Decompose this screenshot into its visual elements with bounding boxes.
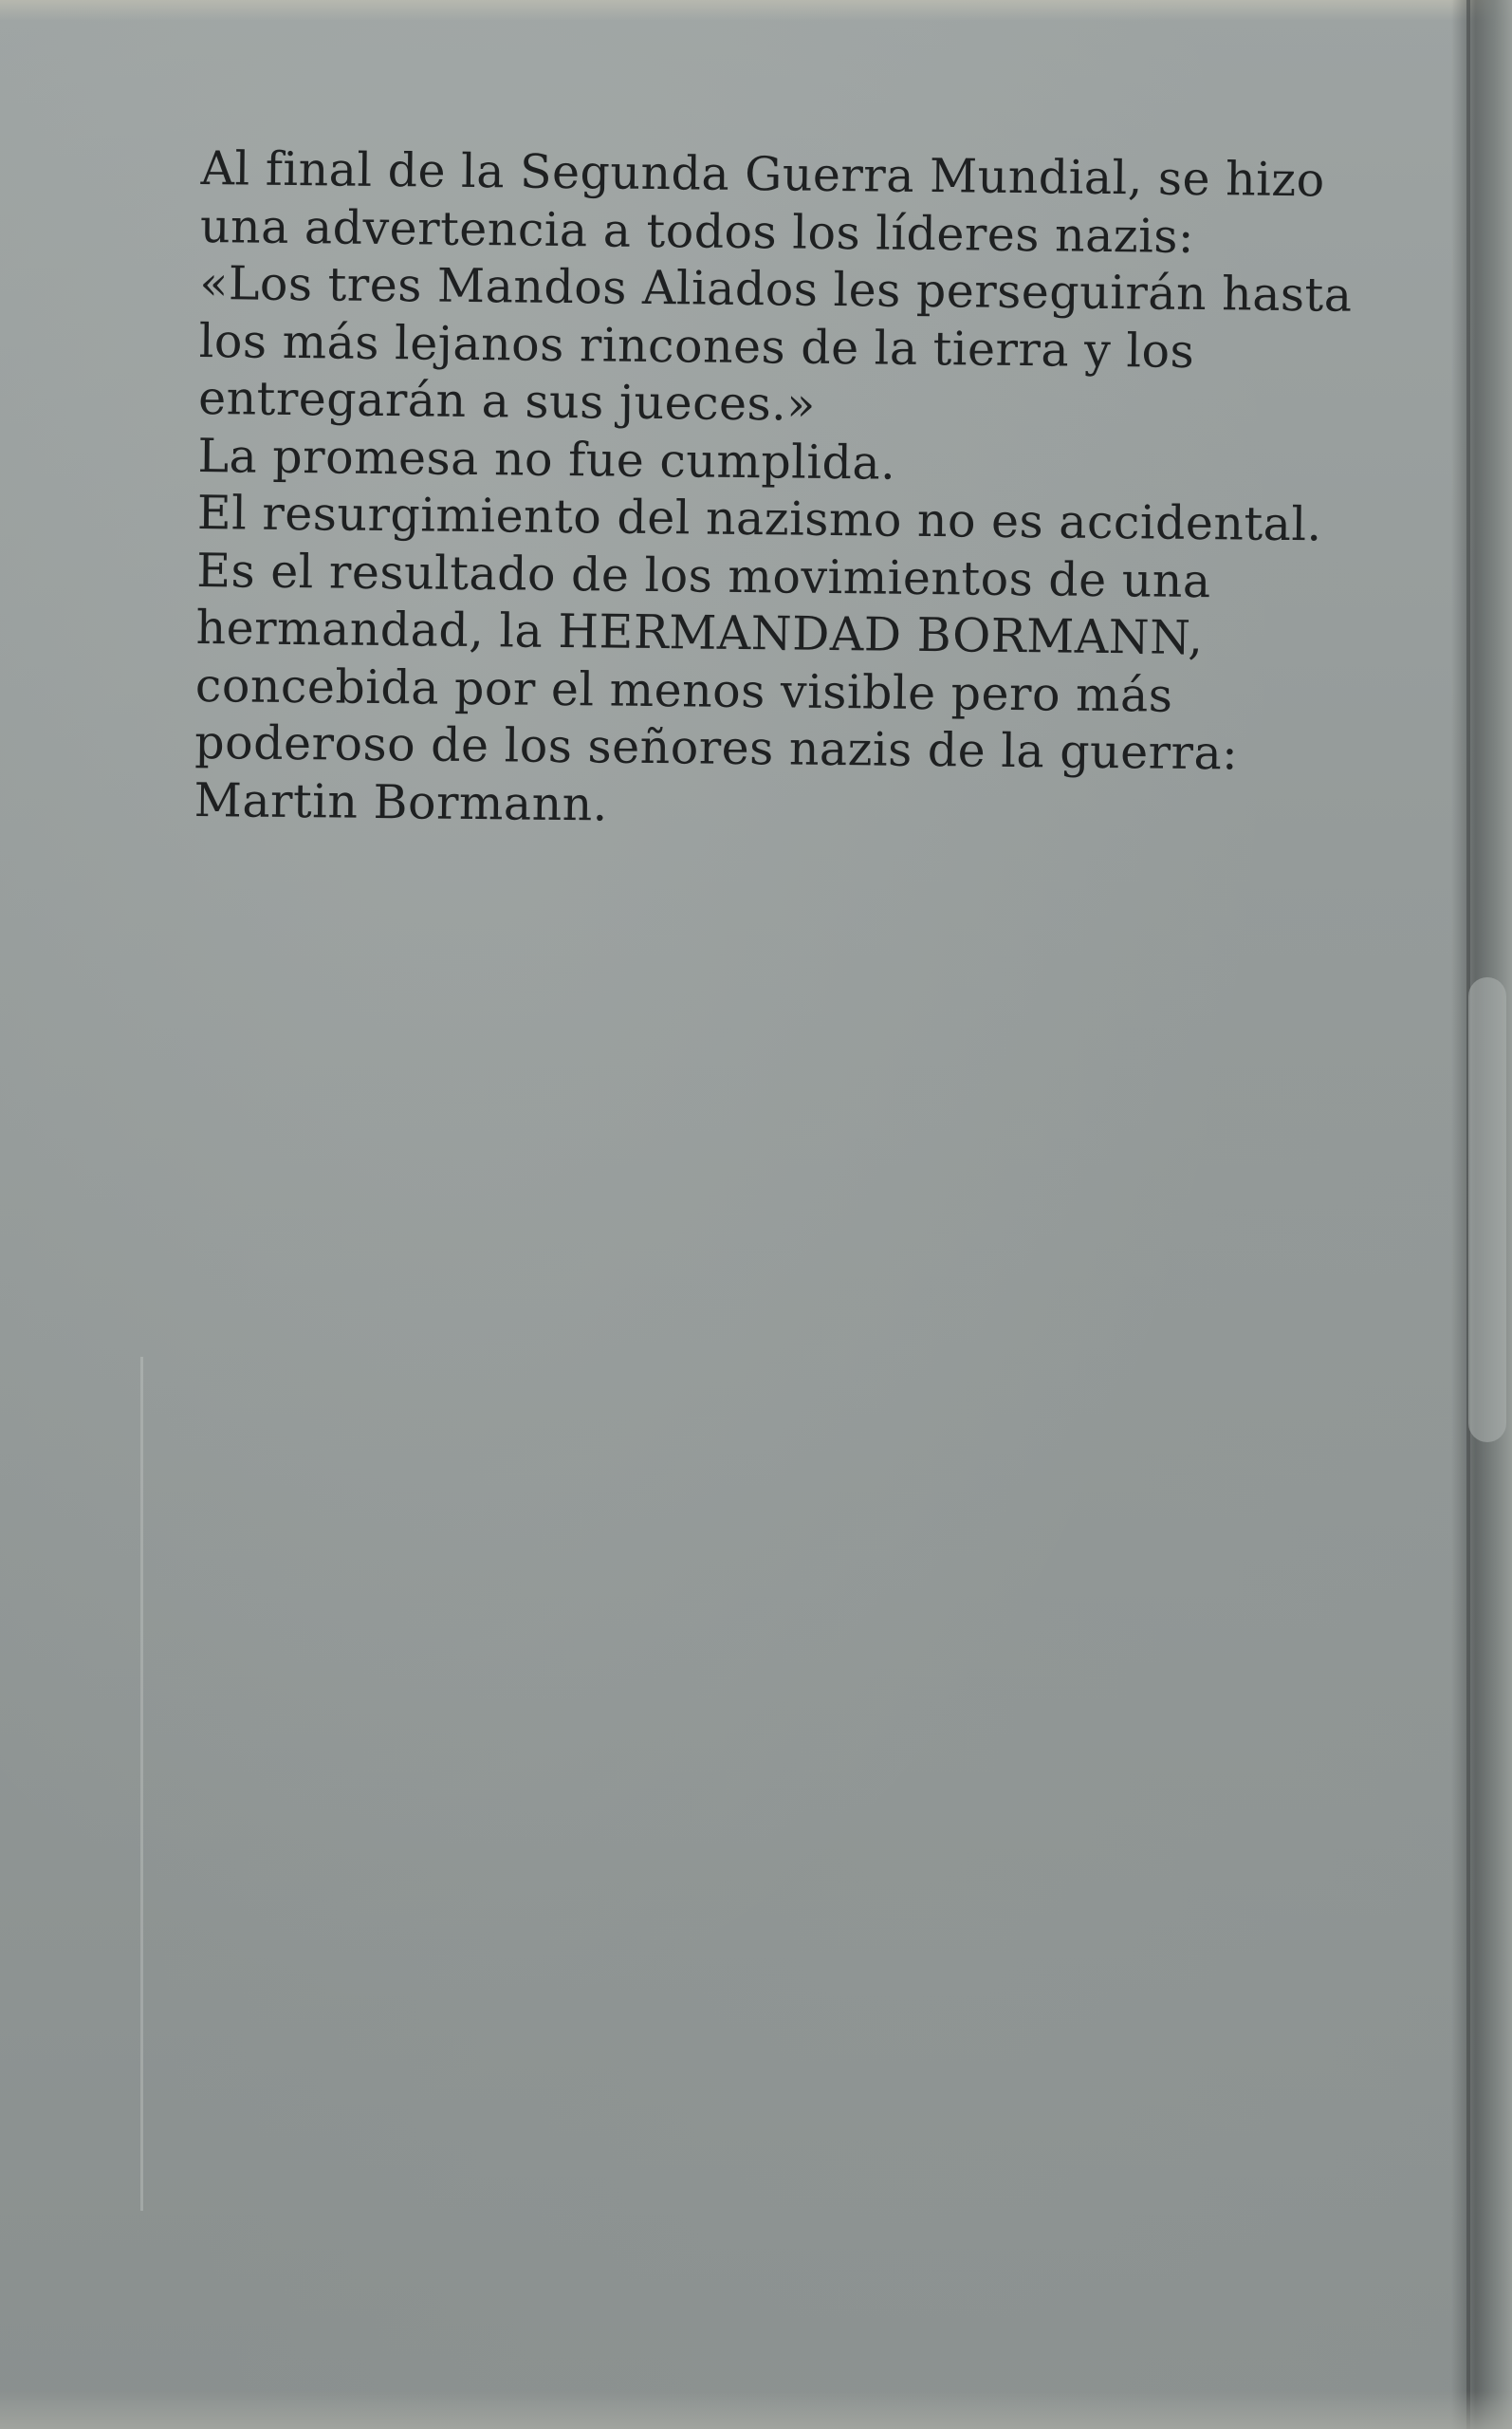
blurb-line: una advertencia a todos los líderes nazis: xyxy=(199,198,1195,264)
paper-crease xyxy=(140,1357,143,2211)
worn-bottom-edge xyxy=(0,2391,1512,2429)
blurb-line: Martin Bormann. xyxy=(194,772,609,832)
blurb-line: «Los tres Mandos Aliados les perseguirán hasta xyxy=(199,255,1353,323)
blurb-line: entregarán a sus jueces.» xyxy=(197,370,817,432)
blurb-text xyxy=(194,140,1377,842)
blurb-line: hermandad, la HERMANDAD BORMANN, xyxy=(195,600,1204,666)
blurb-line: los más lejanos rincones de la tierra y los xyxy=(198,313,1195,379)
spine-highlight xyxy=(1468,977,1506,1442)
blurb-line: poderoso de los señores nazis de la guerra: xyxy=(194,714,1239,781)
worn-top-edge xyxy=(0,0,1512,21)
blurb-line: concebida por el menos visible pero más xyxy=(194,658,1173,723)
blurb-line: Al final de la Segunda Guerra Mundial, se hizo xyxy=(200,140,1325,208)
blurb-line: Es el resultado de los movimientos de una xyxy=(195,543,1211,608)
blurb-line: El resurgimiento del nazismo no es accidental. xyxy=(196,485,1322,552)
blurb-line: La promesa no fue cumplida. xyxy=(197,428,896,491)
